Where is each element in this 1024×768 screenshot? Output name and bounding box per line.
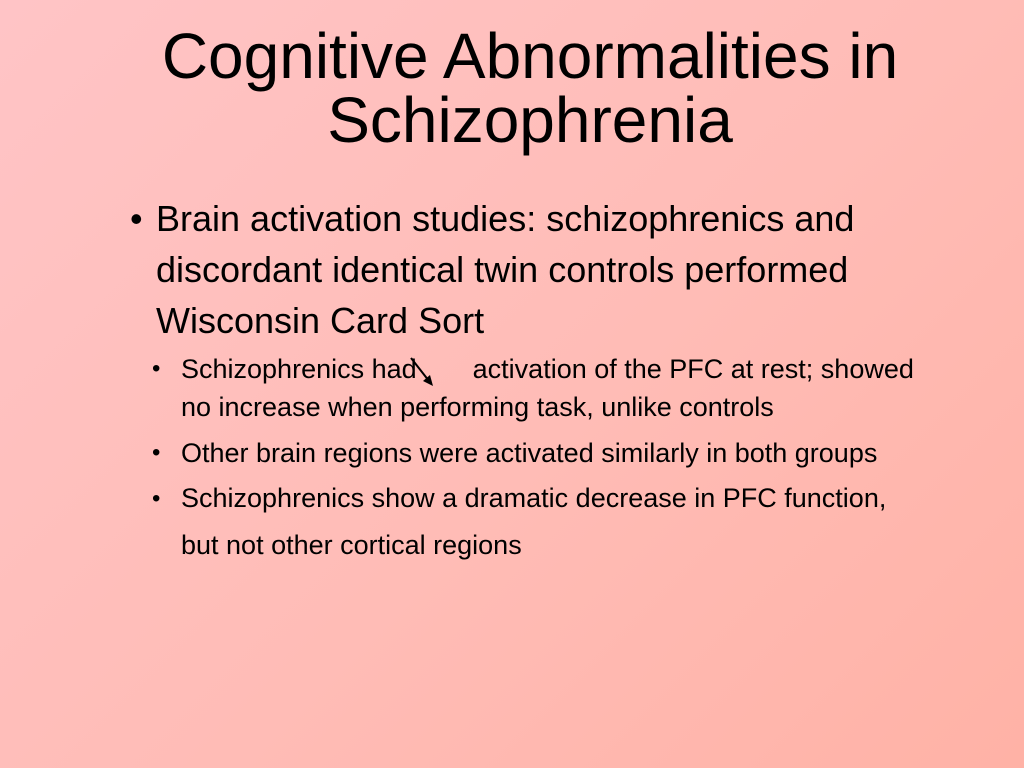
down-arrow-icon: [407, 356, 437, 390]
sub-bullet-1-text-before: Schizophrenics had: [181, 354, 417, 384]
sub-bullet-2-text: Other brain regions were activated similarly in both groups: [181, 438, 878, 468]
title-line-2: Schizophrenia: [327, 84, 733, 156]
sub-bullet-3-text: Schizophrenics show a dramatic decrease in PFC function, but not other cortical regions: [181, 483, 887, 560]
sub-bullet-2: [130, 434, 930, 472]
bullet-marker: •: [152, 485, 161, 512]
main-bullet-text: Brain activation studies: schizophrenics and discordant identical twin controls performed Wisconsin Card Sort: [156, 198, 855, 341]
bullet-marker: •: [152, 355, 161, 382]
slide-title: [100, 20, 960, 156]
slide-body: [130, 193, 930, 577]
main-bullet: [130, 193, 930, 346]
sub-bullet-1: [130, 350, 930, 426]
title-line-1: Cognitive Abnormalities in: [161, 20, 899, 92]
bullet-marker: •: [152, 439, 161, 466]
sub-bullet-3: [130, 475, 930, 569]
bullet-marker: •: [130, 198, 143, 239]
sub-bullet-1-text-after: activation of the PFC at rest; showed no increase when performing task, unlike controls: [181, 354, 914, 422]
sub-bullet-list: [130, 350, 930, 569]
